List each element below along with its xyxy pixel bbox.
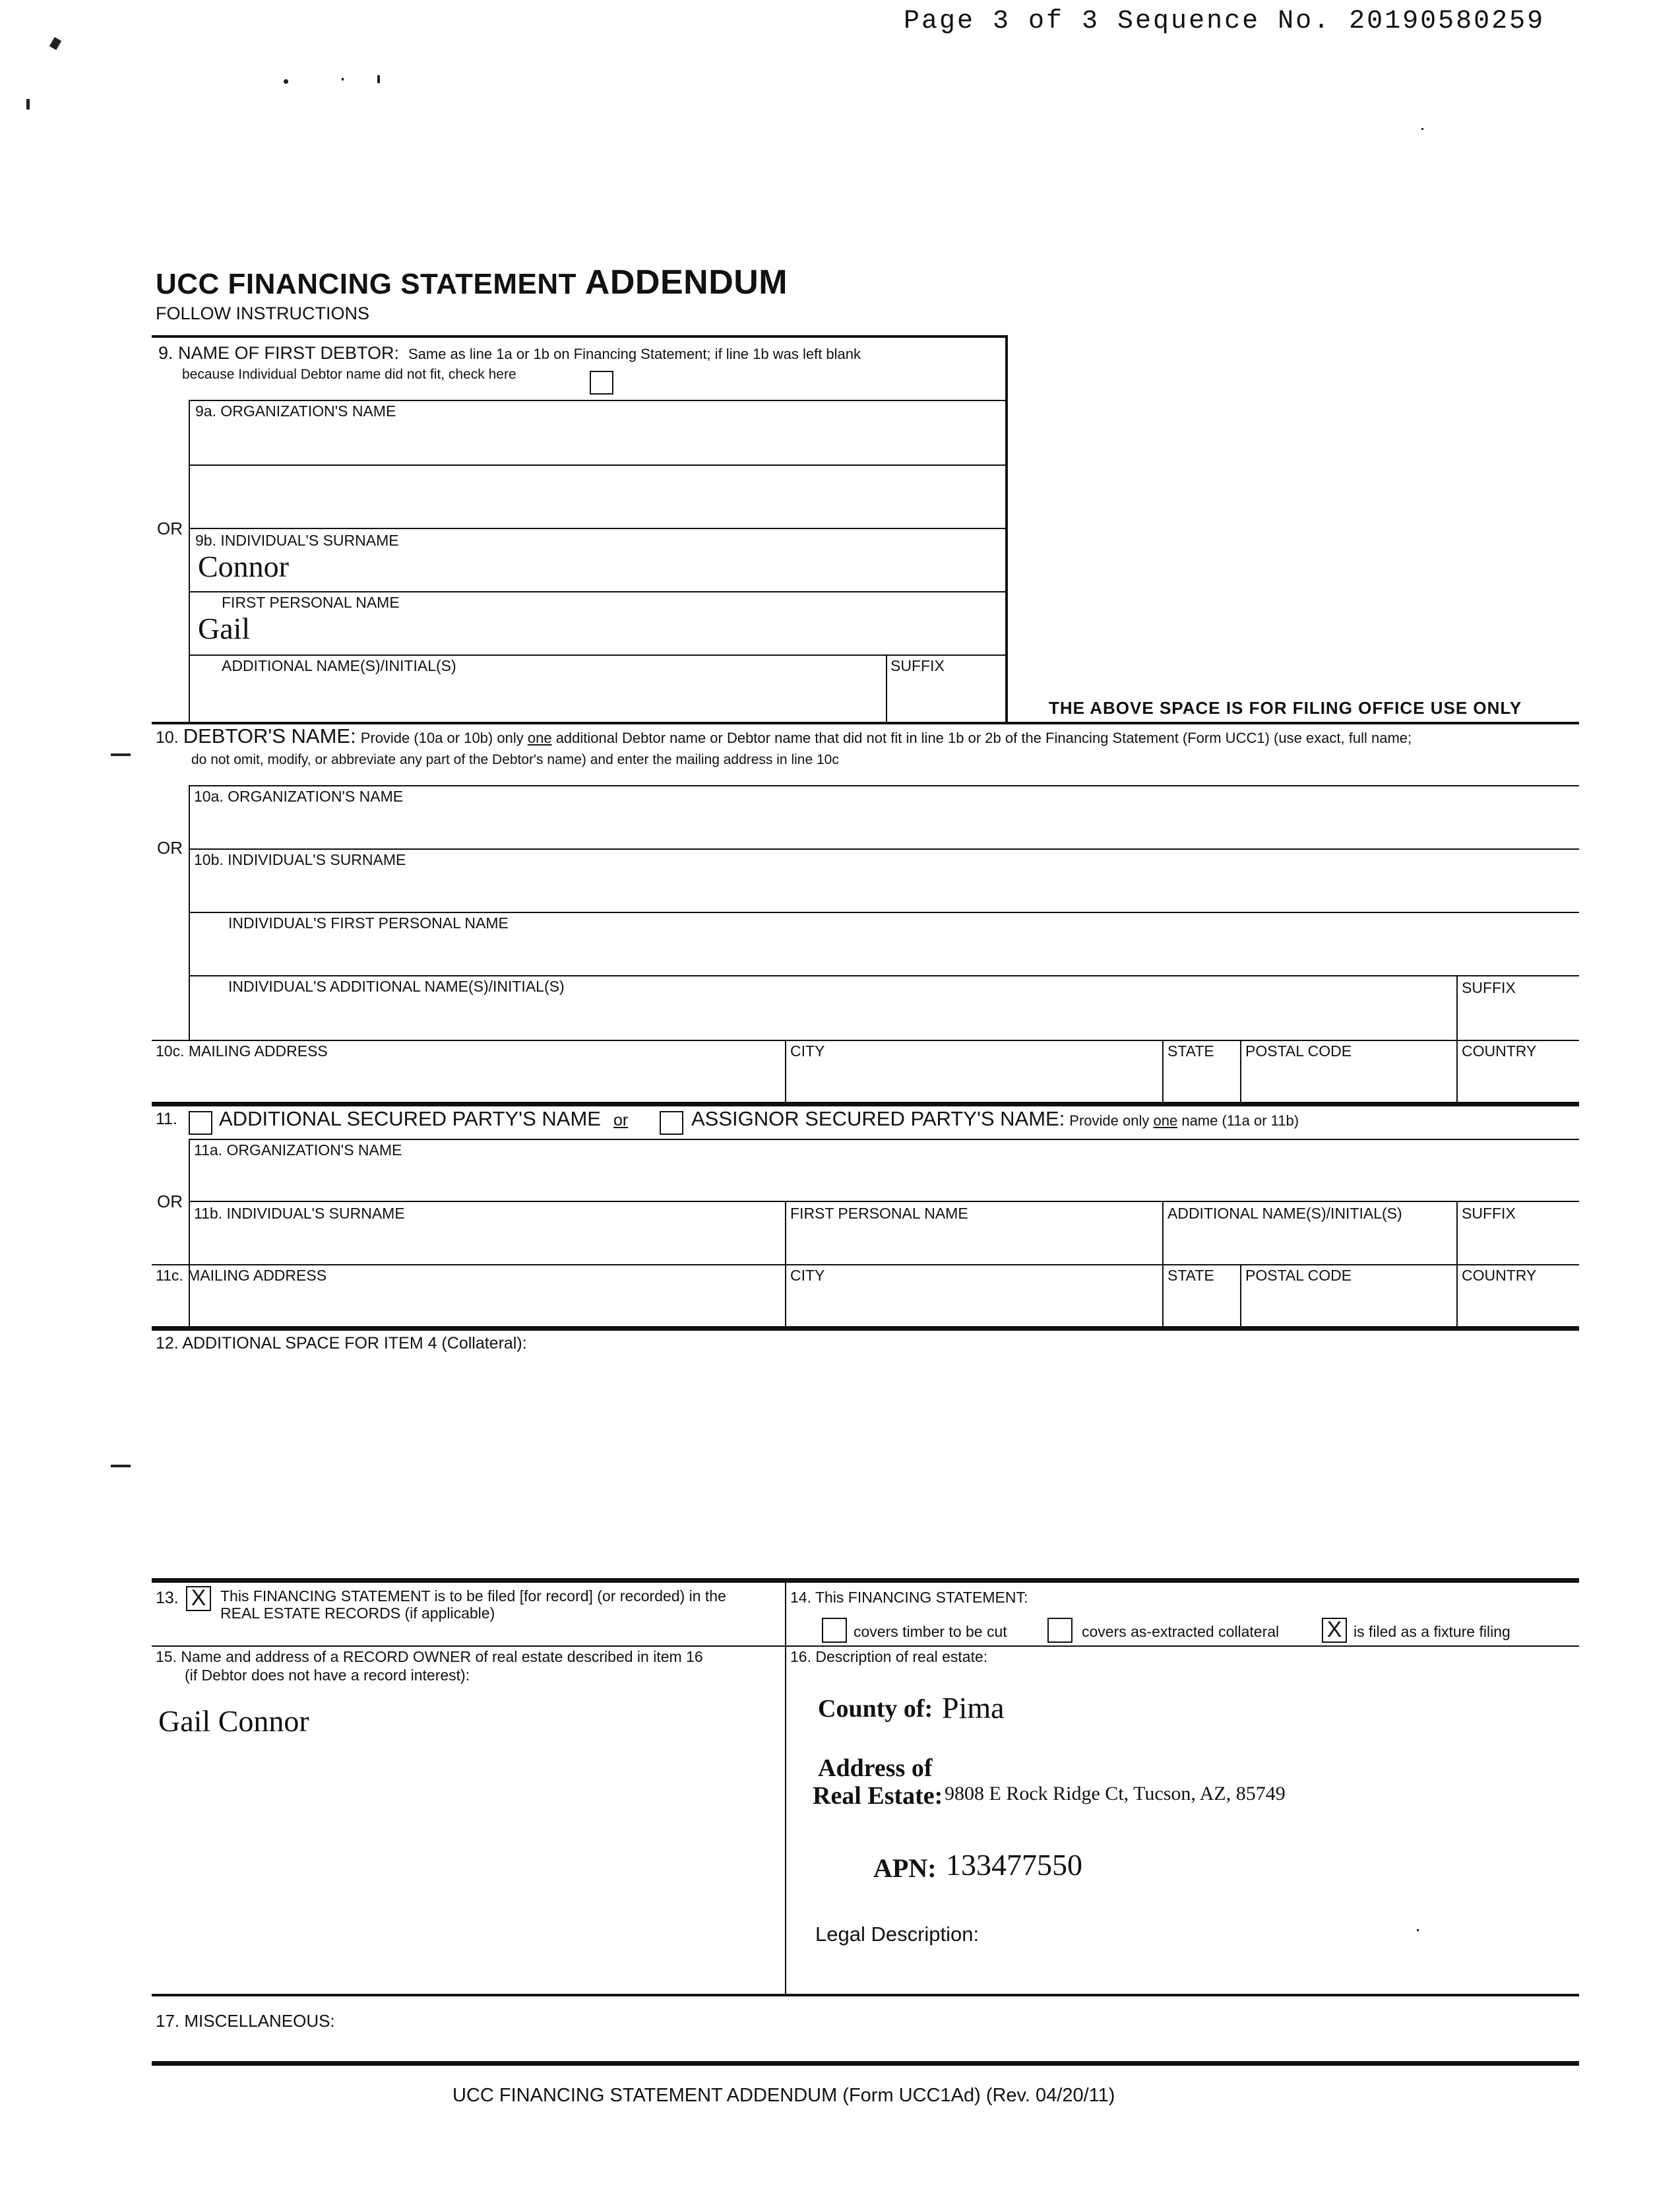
10c-city-label: CITY [790, 1042, 825, 1060]
rule [1456, 1264, 1458, 1327]
10c-state-label: STATE [1167, 1042, 1214, 1060]
10c-postal-label: POSTAL CODE [1245, 1042, 1352, 1060]
11c-postal-label: POSTAL CODE [1245, 1267, 1352, 1284]
rule [1240, 1040, 1241, 1103]
county-label: County of: [818, 1695, 933, 1723]
or-label: OR [157, 1192, 183, 1211]
form-footer: UCC FINANCING STATEMENT ADDENDUM (Form UCC1Ad) (Rev. 04/20/11) [452, 2085, 1115, 2106]
address-label-line1: Address of [818, 1754, 933, 1782]
rule [152, 1994, 1579, 1996]
rule [1162, 1201, 1164, 1264]
rule [189, 464, 1007, 466]
follow-instructions: FOLLOW INSTRUCTIONS [156, 303, 370, 323]
rule [189, 400, 1007, 401]
11b-first-name-label: FIRST PERSONAL NAME [790, 1205, 968, 1222]
apn-label: APN: [873, 1853, 937, 1883]
11c-state-label: STATE [1167, 1267, 1214, 1284]
rule [189, 591, 1007, 592]
rule [1162, 1264, 1164, 1327]
scan-speck [342, 78, 344, 80]
section-17-label: 17. MISCELLANEOUS: [156, 2011, 335, 2031]
section-15-label-line2: (if Debtor does not have a record interest): [185, 1667, 470, 1684]
legal-description-label: Legal Description: [815, 1923, 980, 1946]
covers-timber-label: covers timber to be cut [854, 1623, 1007, 1640]
covers-extracted-label: covers as-extracted collateral [1082, 1623, 1280, 1640]
rule [189, 528, 1007, 529]
section-14-label: 14. This FINANCING STATEMENT: [790, 1589, 1028, 1606]
rule [152, 335, 1008, 338]
9b-first-name-value: Gail [198, 612, 251, 645]
9b-suffix-label: SUFFIX [890, 657, 945, 674]
form-title: UCC FINANCING STATEMENT ADDENDUM [156, 263, 788, 302]
scan-speck [26, 99, 30, 110]
11b-suffix-label: SUFFIX [1462, 1205, 1516, 1222]
apn-value: 133477550 [946, 1848, 1082, 1882]
11c-label: 11c. MAILING ADDRESS [156, 1267, 327, 1284]
section-10-heading: 10. DEBTOR'S NAME: Provide (10a or 10b) only one additional Debtor name or Debtor name that did not fit in line 1b or 2b of the Financing Statement (Form UCC1) (use exact, full name; [156, 724, 1412, 748]
rule [1456, 1201, 1458, 1264]
scan-mark [111, 1465, 131, 1467]
rule [189, 785, 190, 1041]
check-here-checkbox[interactable] [590, 371, 613, 395]
rule [1162, 1040, 1164, 1103]
rule [152, 2061, 1579, 2066]
rule [152, 1264, 1579, 1265]
scan-speck [1421, 128, 1423, 130]
covers-timber-checkbox[interactable] [822, 1618, 847, 1643]
rule [189, 400, 190, 724]
rule [189, 1139, 190, 1327]
rule [1456, 1040, 1458, 1103]
scan-speck [1417, 1929, 1419, 1931]
9b-first-name-label: FIRST PERSONAL NAME [222, 594, 400, 611]
address-value: 9808 E Rock Ridge Ct, Tucson, AZ, 85749 [945, 1783, 1286, 1804]
10b-additional-label: INDIVIDUAL'S ADDITIONAL NAME(S)/INITIAL(S) [228, 978, 565, 995]
11a-label: 11a. ORGANIZATION'S NAME [194, 1141, 402, 1159]
section-9-heading: 9. NAME OF FIRST DEBTOR: Same as line 1a or 1b on Financing Statement; if line 1b was left blank [158, 343, 861, 363]
section-11-option1: ADDITIONAL SECURED PARTY'S NAME [219, 1107, 601, 1130]
rule [152, 1645, 1579, 1647]
rule [1456, 975, 1458, 1041]
10c-label: 10c. MAILING ADDRESS [156, 1042, 328, 1060]
10b-suffix-label: SUFFIX [1462, 979, 1516, 996]
real-estate-records-checkbox[interactable]: X [186, 1586, 211, 1611]
11b-label: 11b. INDIVIDUAL'S SURNAME [194, 1205, 405, 1222]
section-10-heading-line2: do not omit, modify, or abbreviate any part of the Debtor's name) and enter the mailing address in line 10c [191, 752, 839, 767]
10a-label: 10a. ORGANIZATION'S NAME [194, 788, 404, 805]
rule [785, 1040, 786, 1103]
rule [152, 1326, 1579, 1331]
rule [152, 1578, 1579, 1583]
fixture-filing-checkbox[interactable]: X [1322, 1618, 1347, 1643]
scan-speck [49, 37, 61, 50]
section-12-label: 12. ADDITIONAL SPACE FOR ITEM 4 (Collateral): [156, 1334, 527, 1353]
scan-speck [377, 75, 380, 83]
11b-additional-label: ADDITIONAL NAME(S)/INITIAL(S) [1167, 1205, 1402, 1222]
rule [785, 1201, 786, 1264]
9a-label: 9a. ORGANIZATION'S NAME [195, 402, 396, 420]
rule [152, 1102, 1579, 1106]
rule [785, 1264, 786, 1327]
record-owner-value: Gail Connor [158, 1704, 309, 1738]
section-15-label-line1: 15. Name and address of a RECORD OWNER of real estate described in item 16 [156, 1648, 703, 1665]
rule [189, 912, 1579, 913]
9b-label: 9b. INDIVIDUAL'S SURNAME [195, 532, 399, 549]
section-11-num: 11. [156, 1110, 177, 1128]
rule [1240, 1264, 1241, 1327]
section-13-num: 13. [156, 1589, 179, 1607]
rule [189, 1139, 1579, 1140]
covers-extracted-checkbox[interactable] [1047, 1618, 1073, 1643]
fixture-filing-label: is filed as a fixture filing [1353, 1623, 1510, 1640]
10b-label: 10b. INDIVIDUAL'S SURNAME [194, 851, 406, 868]
or-label: OR [157, 838, 183, 858]
10b-first-name-label: INDIVIDUAL'S FIRST PERSONAL NAME [228, 914, 509, 932]
scan-mark [111, 753, 131, 756]
11c-country-label: COUNTRY [1462, 1267, 1537, 1284]
9b-surname-value: Connor [198, 550, 289, 583]
rule [189, 1201, 1579, 1202]
section-13-text-line1: This FINANCING STATEMENT is to be filed [for record] (or recorded) in the [220, 1587, 726, 1605]
section-13-text-line2: REAL ESTATE RECORDS (if applicable) [220, 1605, 495, 1622]
address-label-line2: Real Estate: [813, 1782, 943, 1810]
rule [1005, 335, 1008, 724]
section-11-or: or [613, 1111, 629, 1130]
9b-additional-label: ADDITIONAL NAME(S)/INITIAL(S) [222, 657, 456, 674]
rule [189, 785, 1579, 786]
rule [189, 848, 1579, 850]
11c-city-label: CITY [790, 1267, 825, 1284]
rule [886, 654, 887, 724]
assignor-secured-party-checkbox[interactable] [660, 1111, 683, 1135]
rule [189, 975, 1579, 976]
rule [152, 1040, 1579, 1041]
section-11-option2: ASSIGNOR SECURED PARTY'S NAME: Provide only one name (11a or 11b) [691, 1107, 1299, 1130]
scan-speck [284, 79, 288, 84]
10c-country-label: COUNTRY [1462, 1042, 1537, 1060]
section-9-heading-line2: because Individual Debtor name did not fit, check here [182, 367, 516, 382]
filing-office-notice: THE ABOVE SPACE IS FOR FILING OFFICE USE ONLY [1049, 698, 1522, 718]
additional-secured-party-checkbox[interactable] [189, 1111, 212, 1135]
section-16-label: 16. Description of real estate: [790, 1648, 988, 1665]
rule [785, 1582, 786, 1995]
or-label: OR [157, 519, 183, 538]
rule [189, 654, 1007, 656]
county-value: Pima [942, 1691, 1005, 1725]
page-sequence-header: Page 3 of 3 Sequence No. 20190580259 [904, 7, 1545, 36]
